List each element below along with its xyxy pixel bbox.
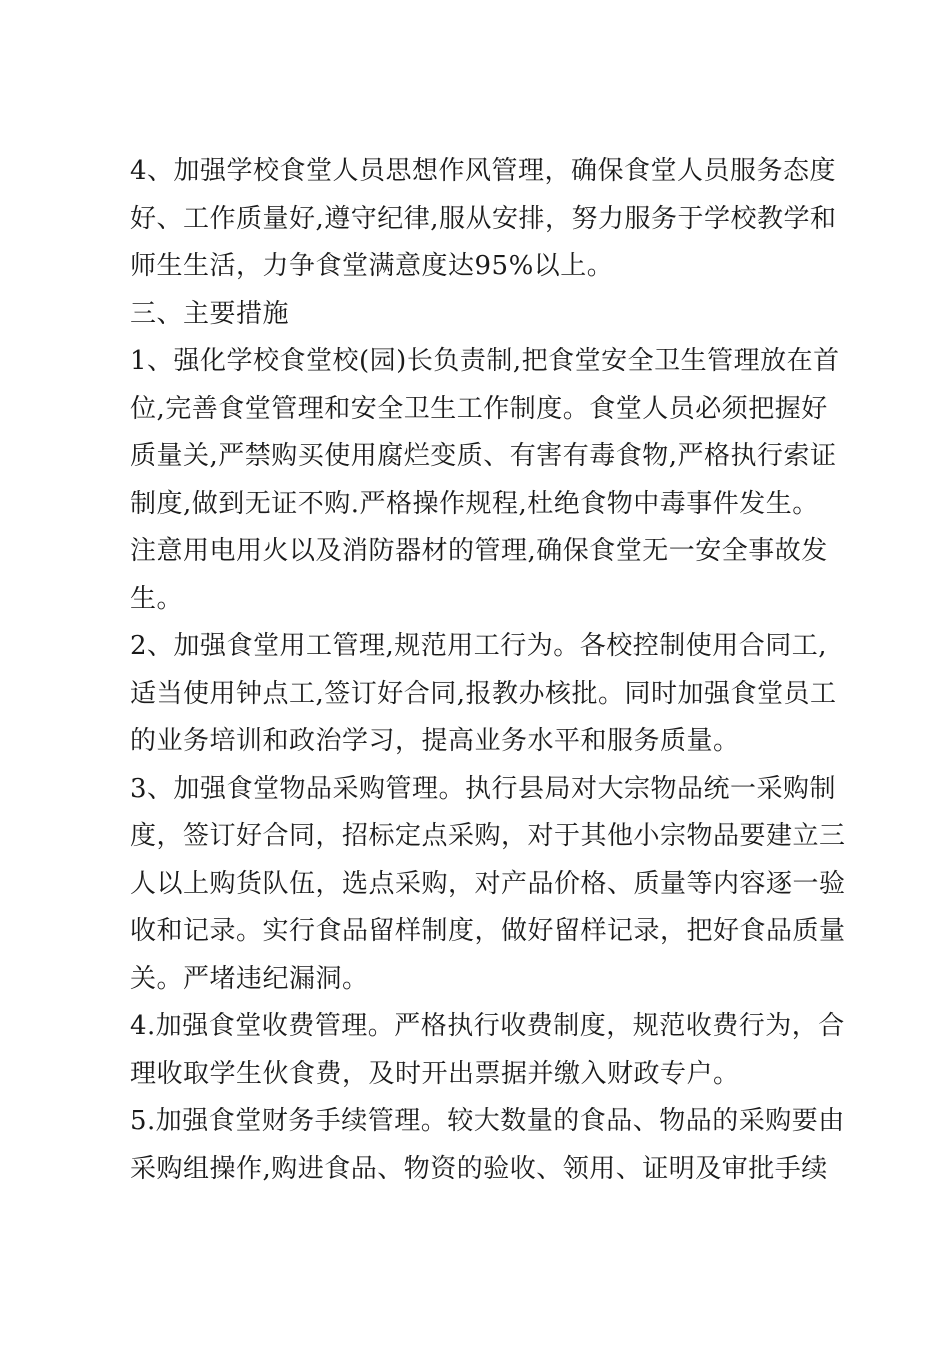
text-line: 人以上购货队伍，选点采购，对产品价格、质量等内容逐一验 <box>130 868 846 899</box>
heading-line: 三、主要措施 <box>130 298 290 329</box>
text-line: 度，签订好合同，招标定点采购，对于其他小宗物品要建立三 <box>130 821 846 851</box>
paragraph-measure-2 <box>130 623 837 766</box>
text-line: 理收取学生伙食费，及时开出票据并缴入财政专户。 <box>130 1058 740 1089</box>
paragraph-measure-3 <box>130 766 846 1004</box>
text-line: 收和记录。实行食品留样制度，做好留样记录，把好食品质量 <box>130 916 846 946</box>
text-line: 关。严堵违纪漏洞。 <box>130 963 369 994</box>
text-line: 位,完善食堂管理和安全卫生工作制度。食堂人员必须把握好 <box>130 393 828 424</box>
text-line: 适当使用钟点工,签订好合同,报教办核批。同时加强食堂员工 <box>130 678 837 709</box>
text-line: 3、加强食堂物品采购管理。执行县局对大宗物品统一采购制 <box>130 773 837 804</box>
text-line: 5.加强食堂财务手续管理。较大数量的食品、物品的采购要由 <box>130 1106 845 1136</box>
text-line: 2、加强食堂用工管理,规范用工行为。各校控制使用合同工, <box>130 631 828 661</box>
paragraph-item-4-staff <box>130 148 837 291</box>
text-line: 4、加强学校食堂人员思想作风管理，确保食堂人员服务态度 <box>130 156 837 186</box>
text-line: 师生生活，力争食堂满意度达95%以上。 <box>130 251 614 281</box>
text-line: 1、强化学校食堂校(园)长负责制,把食堂安全卫生管理放在首 <box>130 346 840 376</box>
text-line: 4.加强食堂收费管理。严格执行收费制度，规范收费行为，合 <box>130 1011 845 1041</box>
text-line: 注意用电用火以及消防器材的管理,确保食堂无一安全事故发 <box>130 536 828 566</box>
text-line: 制度,做到无证不购.严格操作规程,杜绝食物中毒事件发生。 <box>130 488 819 519</box>
document-page <box>130 148 846 1193</box>
paragraph-measure-4 <box>130 1003 845 1098</box>
text-line: 的业务培训和政治学习，提高业务水平和服务质量。 <box>130 726 740 756</box>
text-line: 质量关,严禁购买使用腐烂变质、有害有毒食物,严格执行索证 <box>130 441 837 471</box>
text-line: 生。 <box>130 583 184 614</box>
paragraph-measure-1 <box>130 338 840 623</box>
text-line: 采购组操作,购进食品、物资的验收、领用、证明及审批手续 <box>130 1153 828 1184</box>
text-line: 好、工作质量好,遵守纪律,服从安排，努力服务于学校教学和 <box>130 203 837 234</box>
paragraph-measure-5 <box>130 1098 845 1193</box>
section-heading-main-measures <box>130 291 820 339</box>
